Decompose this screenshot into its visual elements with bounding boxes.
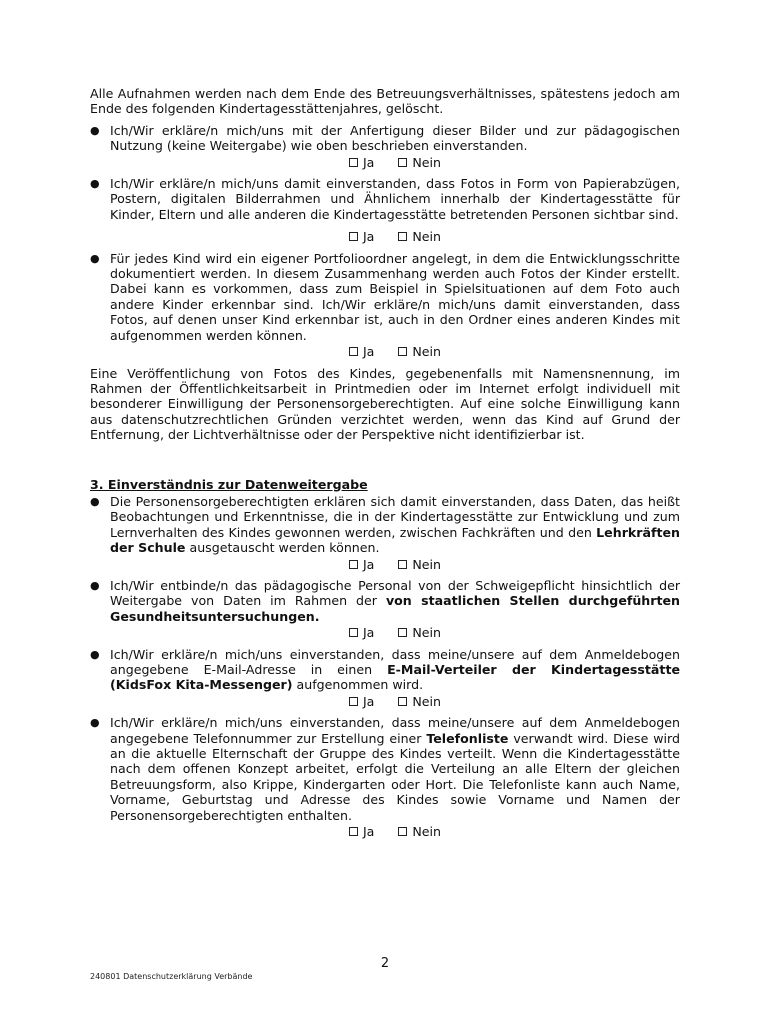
choice-yes[interactable] — [349, 155, 374, 170]
choice-yes-label: Ja — [362, 693, 375, 709]
checkbox-icon[interactable] — [398, 560, 407, 569]
choice-no[interactable] — [398, 229, 441, 244]
consent-item — [90, 578, 680, 641]
choice-no-label: Nein — [412, 824, 442, 840]
consent-item-text — [110, 494, 680, 556]
checkbox-icon[interactable] — [398, 697, 407, 706]
publication-paragraph: Eine Veröffentlichung von Fotos des Kindes, gegebenenfalls mit Namensnennung, im Rahmen der Öffentlichkeitsarbeit in Printmedien oder im Internet erfolgt individuell mit besonderer Einwilligung der Personensorgeberechtigten. Auf eine solche Einwilligung kann aus datenschutzrechtlichen Gründen verzichtet werden, wenn das Kind auf Grund der Entfernung, der Lichtverhältnisse oder der Perspektive nicht identifizierbar ist. — [90, 365, 680, 443]
checkbox-icon[interactable] — [349, 628, 358, 637]
bullet-icon: ● — [90, 578, 100, 592]
bullet-icon: ● — [90, 251, 100, 265]
choice-no[interactable] — [398, 625, 441, 640]
choice-no-label: Nein — [412, 154, 442, 170]
bullet-icon: ● — [90, 716, 100, 730]
choice-yes[interactable] — [349, 344, 374, 359]
choice-yes[interactable] — [349, 625, 374, 640]
yes-no-choices — [110, 694, 680, 709]
consent-item — [90, 123, 680, 170]
page-content — [90, 86, 680, 845]
yes-no-choices — [110, 824, 680, 839]
consent-item-text — [110, 715, 680, 823]
choice-no-label: Nein — [412, 556, 442, 572]
section-title: 3. Einverständnis zur Datenweitergabe — [90, 476, 368, 492]
choice-no[interactable] — [398, 557, 441, 572]
choice-no[interactable] — [398, 155, 441, 170]
checkbox-icon[interactable] — [349, 347, 358, 356]
checkbox-icon[interactable] — [398, 347, 407, 356]
yes-no-choices — [110, 155, 680, 170]
item-text-part: Die Personensorgeberechtigten erklären sich damit einverstanden, dass Daten, das heißt Beobachtungen und Erkenntnisse, die in der Kindertagesstätte zur Entwicklung und zum Lernverhalten des Kindes gewonnen werden, zwischen Fachkräften und den — [110, 493, 680, 540]
yes-no-choices — [110, 625, 680, 640]
consent-item — [90, 715, 680, 839]
checkbox-icon[interactable] — [398, 827, 407, 836]
yes-no-choices — [110, 229, 680, 244]
item-text-part: Ich/Wir entbinde/n das pädagogische Personal von der Schweigepflicht hinsichtlich der Weitergabe von Daten im Rahmen der — [110, 577, 680, 609]
choice-yes-label: Ja — [362, 154, 375, 170]
consent-item — [90, 176, 680, 245]
choice-yes[interactable] — [349, 824, 374, 839]
bullet-icon: ● — [90, 494, 100, 508]
checkbox-icon[interactable] — [349, 560, 358, 569]
yes-no-choices — [110, 344, 680, 359]
yes-no-choices — [110, 557, 680, 572]
checkbox-icon[interactable] — [349, 827, 358, 836]
checkbox-icon[interactable] — [398, 628, 407, 637]
checkbox-icon[interactable] — [398, 158, 407, 167]
consent-item-text: Für jedes Kind wird ein eigener Portfolioordner angelegt, in dem die Entwicklungsschritte dokumentiert werden. In diesem Zusammenhang werden auch Fotos der Kinder erstellt. Dabei kann es vorkommen, dass zum Beispiel in Spielsituationen auf dem Foto auch andere Kinder erkennbar sind. Ich/Wir erkläre/n mich/uns damit einverstanden, dass Fotos, auf denen unser Kind erkennbar ist, auch in den Ordner eines anderen Kindes mit aufgenommen werden können. — [110, 250, 680, 343]
choice-yes[interactable] — [349, 694, 374, 709]
choice-no[interactable] — [398, 344, 441, 359]
choice-yes[interactable] — [349, 557, 374, 572]
checkbox-icon[interactable] — [349, 697, 358, 706]
bullet-icon: ● — [90, 177, 100, 191]
checkbox-icon[interactable] — [349, 232, 358, 241]
consent-item-text: Ich/Wir erkläre/n mich/uns damit einverstanden, dass Fotos in Form von Papierabzügen, Postern, digitalen Bilderrahmen und Ähnlichem innerhalb der Kindertagesstätte für Kinder, Eltern und alle anderen die Kindertagesstätte betretenden Personen sichtbar sind. — [110, 176, 680, 222]
checkbox-icon[interactable] — [398, 232, 407, 241]
choice-no-label: Nein — [412, 625, 442, 641]
bullet-icon: ● — [90, 647, 100, 661]
consent-item — [90, 494, 680, 572]
consent-item-text — [110, 578, 680, 624]
item-text-bold: Telefonliste — [426, 730, 509, 746]
intro-paragraph: Alle Aufnahmen werden nach dem Ende des Betreuungsverhältnisses, spätestens jedoch am Ende des folgenden Kindertagesstättenjahres, gelöscht. — [90, 86, 680, 117]
choice-no[interactable] — [398, 694, 441, 709]
consent-item-text — [110, 647, 680, 693]
choice-no[interactable] — [398, 824, 441, 839]
item-text-part: verwandt wird. Diese wird an die aktuelle Elternschaft der Gruppe des Kindes verteilt. Wenn die Kindertagesstätte nach dem offenen Konzept arbeitet, erfolgt die Verteilung an alle Eltern der gleichen Betreuungsform, also Krippe, Kindergarten oder Hort. Die Telefonliste kann auch Name, Vorname, Geburtstag und Adresse des Kindes sowie Vorname und Namen der Personensorgeberechtigten enthalten. — [110, 730, 680, 823]
choice-yes-label: Ja — [362, 229, 375, 245]
item-text-part: ausgetauscht werden können. — [185, 540, 380, 556]
choice-no-label: Nein — [412, 344, 442, 360]
item-text-part: aufgenommen wird. — [292, 677, 424, 693]
item-text-part: Ich/Wir erkläre/n mich/uns einverstanden, dass meine/unsere auf dem Anmeldebogen angegebene Telefonnummer zur Erstellung einer — [110, 715, 680, 746]
consent-item — [90, 251, 680, 360]
bullet-icon: ● — [90, 123, 100, 137]
item-text-bold: E-Mail-Verteiler der Kindertagesstätte (KidsFox Kita-Messenger) — [110, 662, 680, 693]
choice-yes[interactable] — [349, 229, 374, 244]
choice-no-label: Nein — [412, 693, 442, 709]
choice-yes-label: Ja — [362, 824, 375, 840]
footer-text: 240801 Datenschutzerklärung Verbände — [90, 972, 253, 981]
consent-item-text: Ich/Wir erkläre/n mich/uns mit der Anfertigung dieser Bilder und zur pädagogischen Nutzung (keine Weitergabe) wie oben beschrieben einverstanden. — [110, 122, 680, 154]
choice-yes-label: Ja — [362, 625, 375, 641]
consent-item — [90, 647, 680, 710]
choice-yes-label: Ja — [362, 344, 375, 360]
choice-no-label: Nein — [412, 229, 442, 245]
page-number: 2 — [380, 956, 390, 971]
choice-yes-label: Ja — [362, 556, 375, 572]
checkbox-icon[interactable] — [349, 158, 358, 167]
item-text-bold: von staatlichen Stellen durchgeführten Gesundheitsuntersuchungen. — [110, 593, 681, 624]
item-text-bold: Lehrkräften der Schule — [110, 524, 680, 556]
item-text-part: Ich/Wir erkläre/n mich/uns einverstanden, dass meine/unsere auf dem Anmeldebogen angegebene E-Mail-Adresse in einen — [110, 646, 680, 677]
